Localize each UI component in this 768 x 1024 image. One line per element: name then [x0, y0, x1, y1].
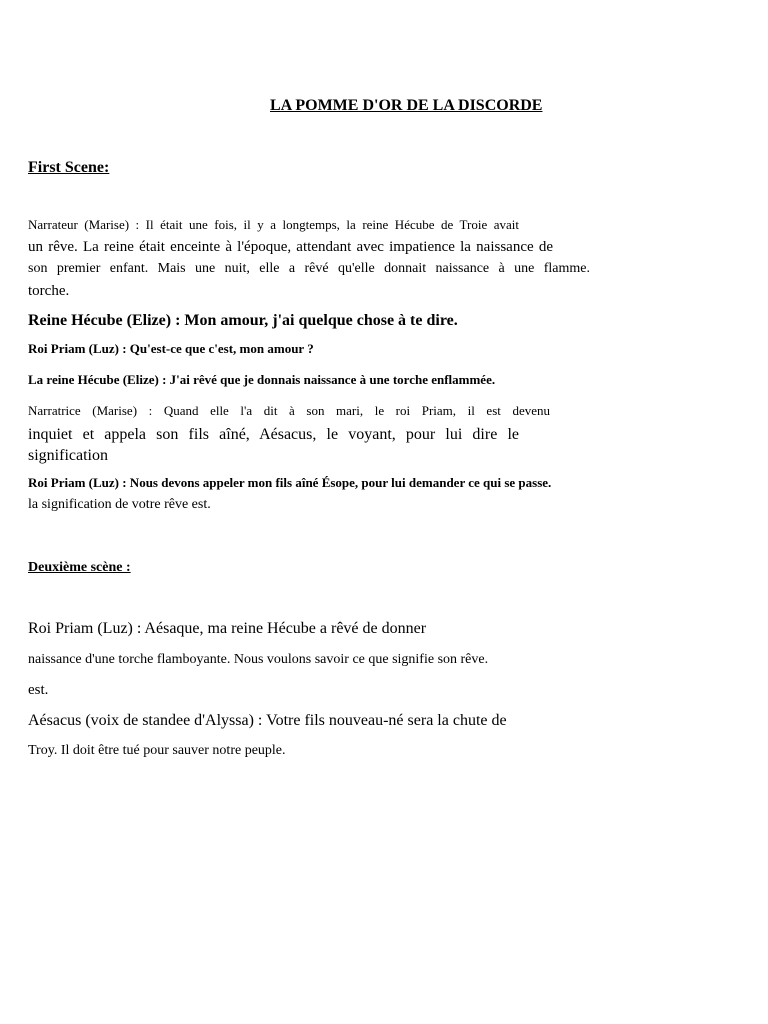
narratrice-line-2: inquiet et appela son fils aîné, Aésacus, le voyant, pour lui dire le: [28, 426, 519, 443]
hecube-line-2: La reine Hécube (Elize) : J'ai rêvé que je donnais naissance à une torche enflammée.: [28, 372, 496, 387]
narrator-line-4: torche.: [28, 283, 70, 299]
narrator-line-1: Narrateur (Marise) : Il était une fois, il y a longtemps, la reine Hécube de Troie avait: [28, 217, 519, 232]
priam-line-1: Roi Priam (Luz) : Qu'est-ce que c'est, mon amour ?: [28, 341, 314, 356]
aesacus-line-2: Troy. Il doit être tué pour sauver notre peuple.: [28, 743, 286, 758]
priam-line-2-cont: la signification de votre rêve est.: [28, 497, 211, 512]
priam-line-3-cont: naissance d'une torche flamboyante. Nous voulons savoir ce que signifie son rêve.: [28, 652, 489, 667]
scene-heading-first: First Scene:: [28, 159, 110, 176]
scene-heading-second: Deuxième scène :: [28, 560, 131, 575]
document-title: LA POMME D'OR DE LA DISCORDE: [270, 97, 543, 114]
priam-line-3-end: est.: [28, 682, 49, 698]
narrator-line-2: un rêve. La reine était enceinte à l'époque, attendant avec impatience la naissance de: [28, 239, 553, 255]
hecube-line-1: Reine Hécube (Elize) : Mon amour, j'ai quelque chose à te dire.: [28, 312, 458, 329]
priam-line-3: Roi Priam (Luz) : Aésaque, ma reine Hécube a rêvé de donner: [28, 620, 427, 637]
narrator-line-3: son premier enfant. Mais une nuit, elle a rêvé qu'elle donnait naissance à une flamme.: [28, 261, 590, 276]
narratrice-line-3: signification: [28, 447, 108, 464]
narratrice-line-1: Narratrice (Marise) : Quand elle l'a dit à son mari, le roi Priam, il est devenu: [28, 403, 550, 418]
aesacus-line-1: Aésacus (voix de standee d'Alyssa) : Votre fils nouveau-né sera la chute de: [28, 712, 507, 729]
priam-line-2: Roi Priam (Luz) : Nous devons appeler mon fils aîné Ésope, pour lui demander ce qui se passe.: [28, 475, 552, 490]
